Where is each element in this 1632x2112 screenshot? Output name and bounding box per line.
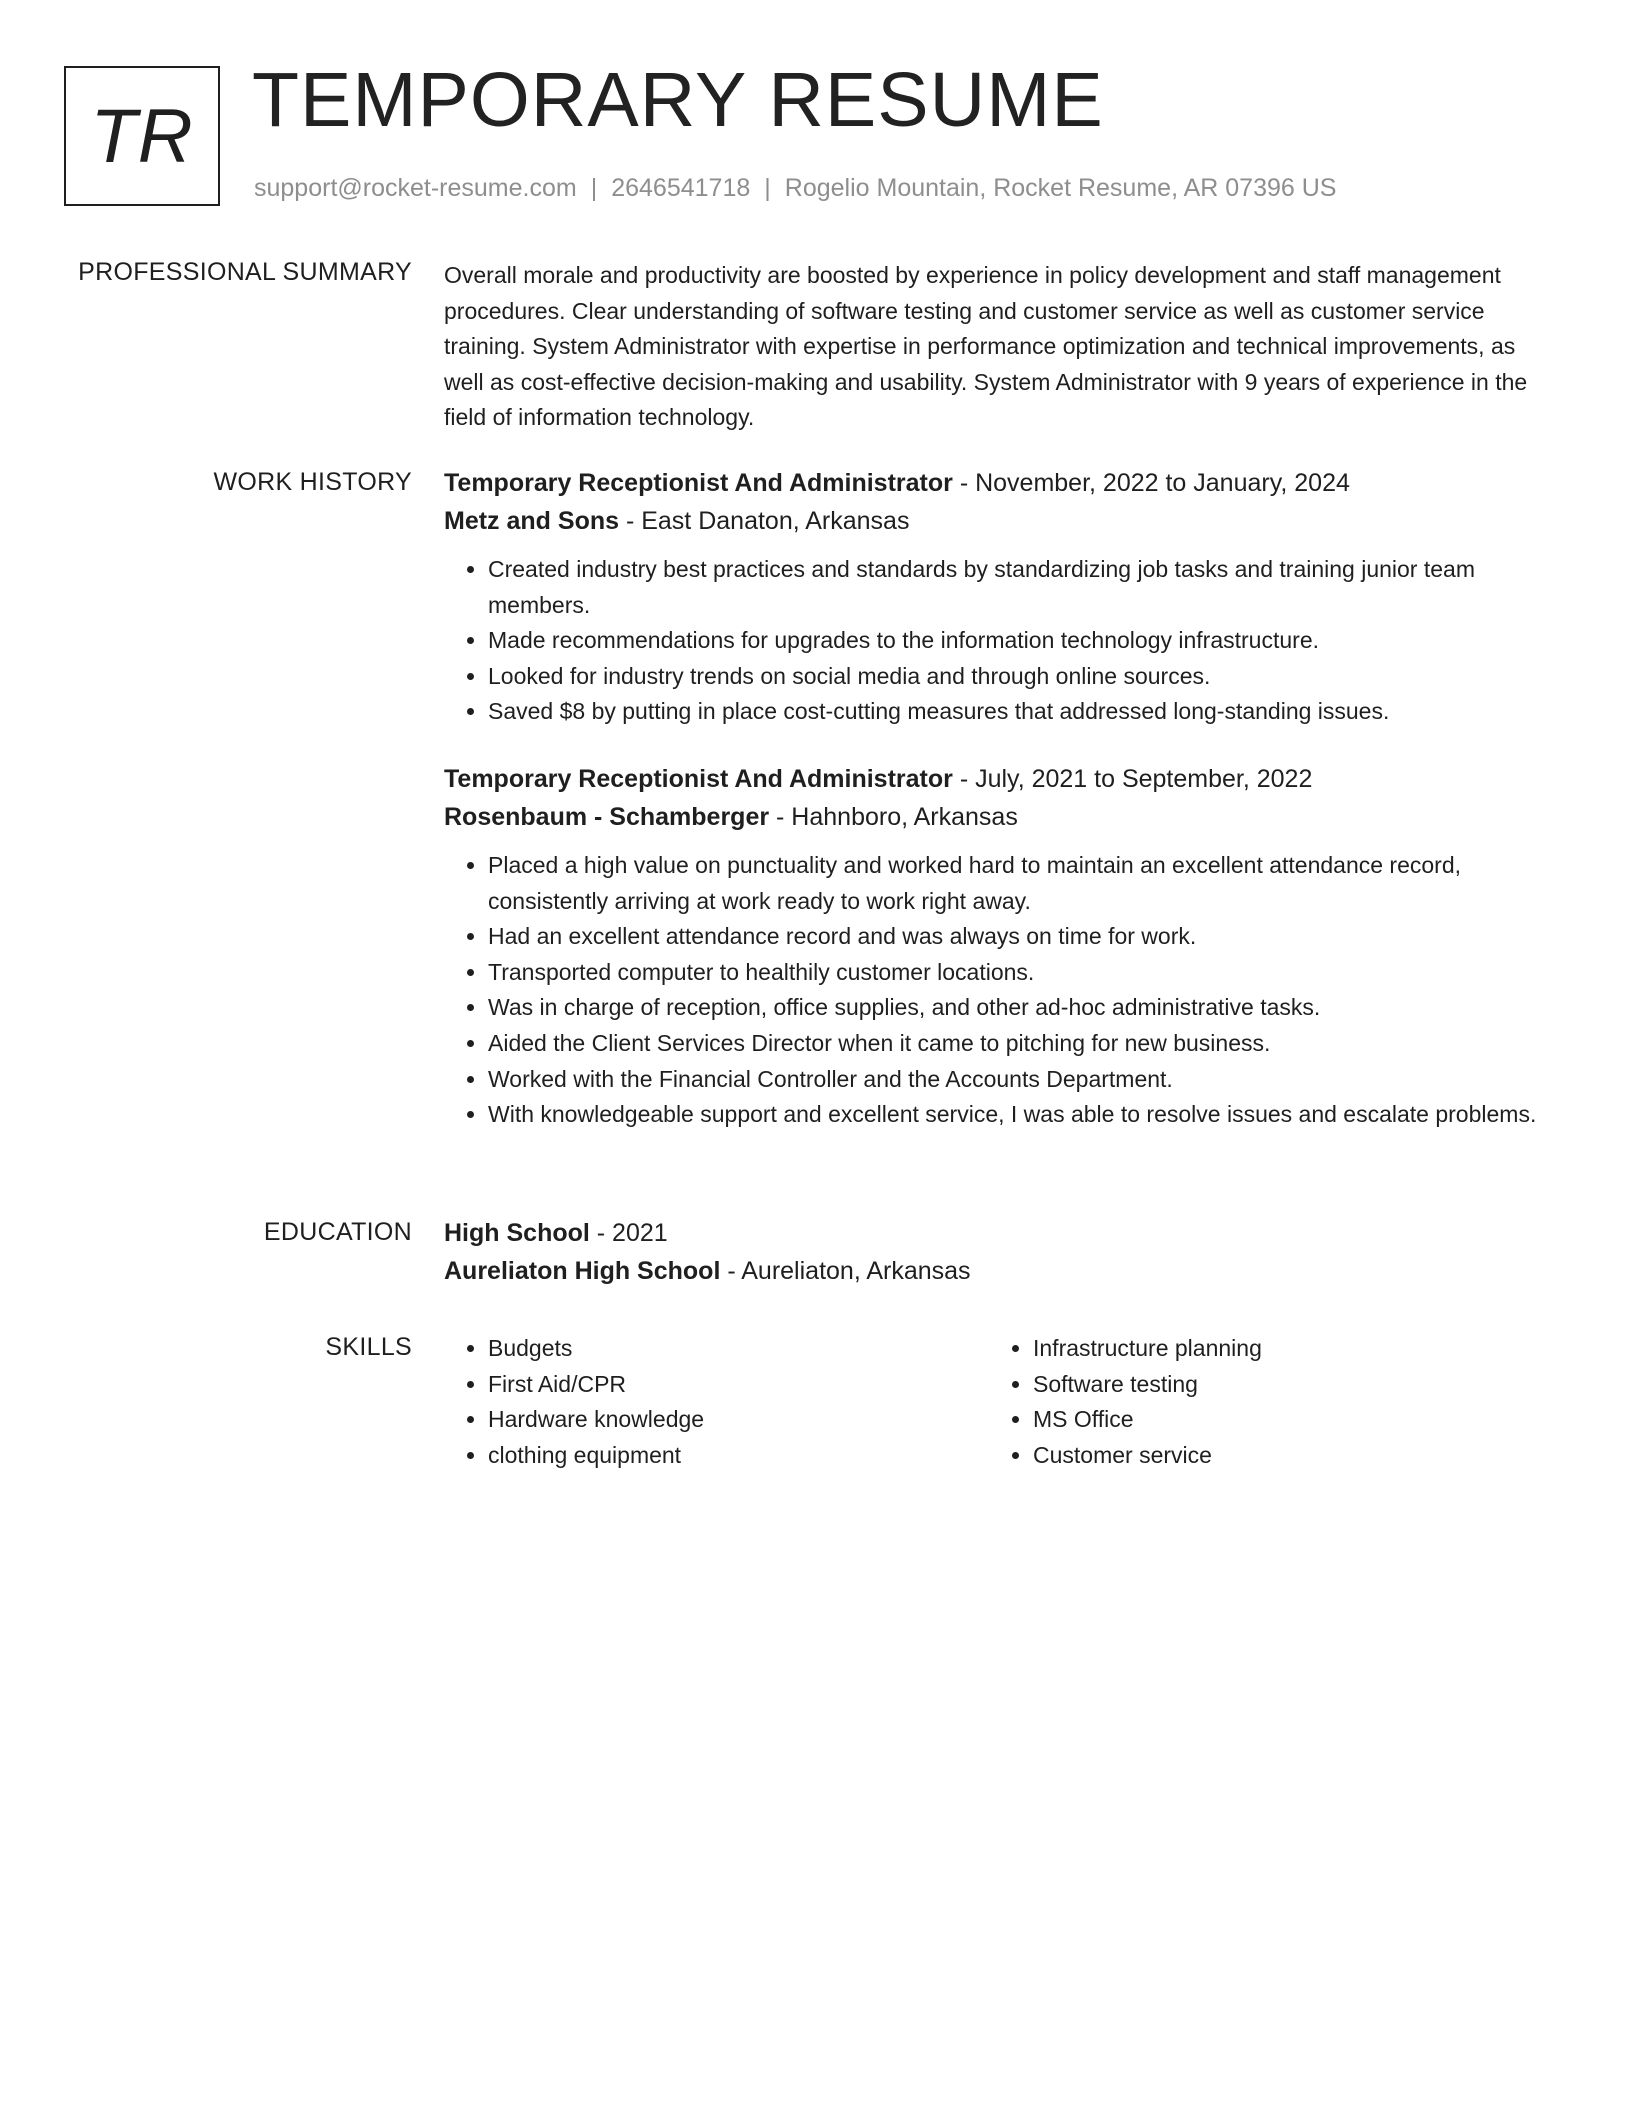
education-degree: High School (444, 1219, 590, 1247)
contact-separator: | (590, 174, 598, 202)
job-location: - East Danaton, Arkansas (619, 507, 910, 535)
monogram-logo: TR (64, 66, 220, 206)
job-company: Metz and Sons (444, 507, 620, 535)
skill-item: • Customer service (1033, 1438, 1534, 1474)
section-title-education: EDUCATION (263, 1218, 412, 1246)
summary-text: Overall morale and productivity are boosted by experience in policy development and staff management procedures. Clear understanding of software testing and customer service as well as customer service training. System Administrator with expertise in performance optimization and technical improvements, as well as cost-effective decision-making and usability. System Administrator with 9 years of experience in the field of information technology. (444, 262, 1528, 431)
education-degree-line (444, 1214, 1554, 1252)
job-bullet: • Aided the Client Services Director when it came to pitching for new business. (488, 1026, 1554, 1062)
skill-item: • clothing equipment (488, 1438, 989, 1474)
job-bullet: • Transported computer to healthily customer locations. (488, 955, 1554, 991)
job-entry (444, 760, 1554, 1133)
job-position: Temporary Receptionist And Administrator (444, 469, 953, 497)
skills-body (444, 1331, 1554, 1473)
job-company-line (444, 502, 1554, 540)
skills-list (989, 1331, 1534, 1473)
skills-grid (444, 1331, 1554, 1473)
education-body (444, 1214, 1554, 1290)
skill-item: • Budgets (488, 1331, 989, 1367)
job-dates: - July, 2021 to September, 2022 (952, 764, 1313, 793)
job-location: - Hahnboro, Arkansas (769, 802, 1018, 831)
job-bullet: • With knowledgeable support and excellent service, I was able to resolve issues and escalate problems. (488, 1097, 1554, 1133)
contact-phone: 2646541718 (611, 174, 751, 202)
skills-column-right (989, 1331, 1534, 1473)
job-bullet: • Had an excellent attendance record and was always on time for work. (488, 919, 1554, 955)
education-school: Aureliaton High School (444, 1257, 721, 1285)
work-history-body (444, 464, 1554, 1133)
job-position: Temporary Receptionist And Administrator (444, 764, 953, 793)
job-bullet: • Looked for industry trends on social media and through online sources. (488, 659, 1554, 695)
skill-item: • MS Office (1033, 1402, 1534, 1438)
job-bullet: • Made recommendations for upgrades to the information technology infrastructure. (488, 623, 1554, 659)
job-title-line (444, 464, 1554, 502)
job-bullet: • Created industry best practices and standards by standardizing job tasks and training junior team members. (488, 552, 1554, 623)
skill-item: • First Aid/CPR (488, 1367, 989, 1403)
contact-email: support@rocket-resume.com (254, 174, 577, 202)
job-entry (444, 464, 1554, 730)
job-bullet: • Saved $8 by putting in place cost-cutting measures that addressed long-standing issues. (488, 694, 1554, 730)
section-title-work-history: WORK HISTORY (213, 468, 412, 496)
contact-separator: | (764, 174, 771, 202)
section-title-skills: SKILLS (325, 1333, 412, 1361)
job-bullets (444, 552, 1554, 730)
job-title-line (444, 760, 1554, 798)
job-company: Rosenbaum - Schamberger (444, 802, 770, 831)
job-dates: - November, 2022 to January, 2024 (952, 469, 1350, 497)
candidate-name: TEMPORARY RESUME (252, 57, 1104, 143)
job-bullet: • Was in charge of reception, office supplies, and other ad-hoc administrative tasks. (488, 990, 1554, 1026)
education-school-line (444, 1252, 1554, 1290)
skill-item: • Software testing (1033, 1367, 1534, 1403)
skill-item: • Infrastructure planning (1033, 1331, 1534, 1367)
job-company-line (444, 798, 1554, 836)
skill-item: • Hardware knowledge (488, 1402, 989, 1438)
resume-header (64, 57, 1564, 212)
contact-address: Rogelio Mountain, Rocket Resume, AR 07396 US (784, 174, 1337, 202)
job-bullets (444, 848, 1554, 1133)
job-bullet: • Worked with the Financial Controller and the Accounts Department. (488, 1062, 1554, 1098)
job-bullet: • Placed a high value on punctuality and worked hard to maintain an excellent attendance record, consistently arriving at work ready to work right away. (488, 848, 1554, 919)
education-location: - Aureliaton, Arkansas (720, 1257, 971, 1285)
skills-list (444, 1331, 989, 1473)
education-year: - 2021 (589, 1219, 668, 1247)
summary-body (444, 258, 1554, 436)
section-title-summary: PROFESSIONAL SUMMARY (78, 258, 412, 286)
skills-column-left (444, 1331, 989, 1473)
contact-line (254, 174, 1336, 203)
